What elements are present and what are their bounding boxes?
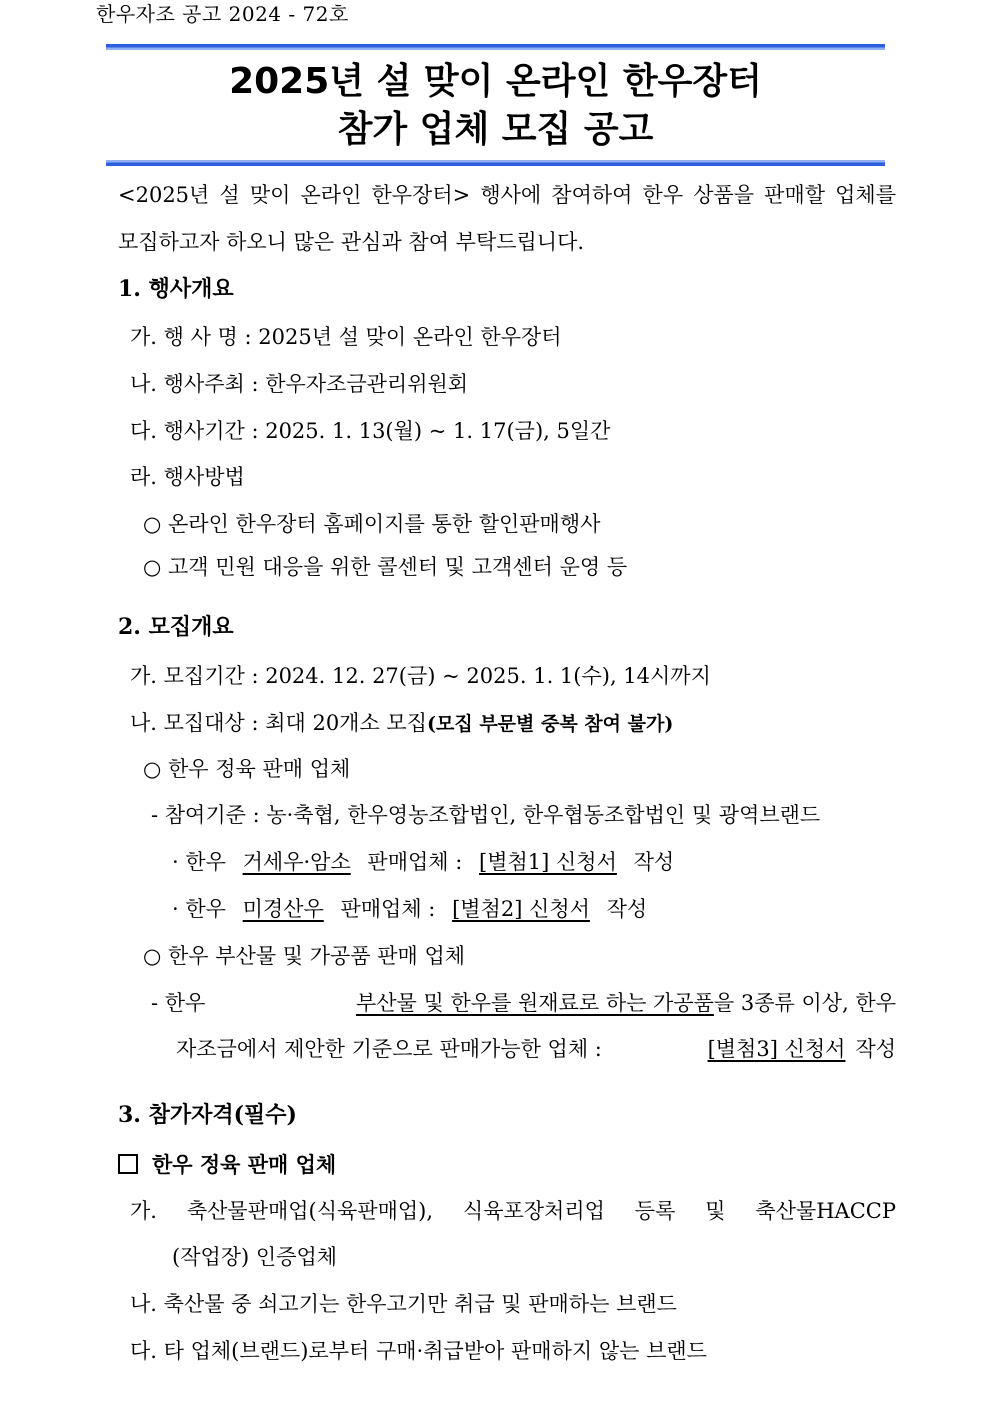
section1-item-na: 나. 행사주최 : 한우자조금관리위원회	[130, 372, 469, 396]
attachment-1-link: [별첨1] 신청서	[479, 850, 617, 874]
section1-heading: 1. 행사개요	[118, 276, 234, 302]
proc-line2-suffix: 작성	[855, 1037, 896, 1061]
section3-item-na: 나. 축산물 중 쇠고기는 한우고기만 취급 및 판매하는 브랜드	[130, 1292, 677, 1316]
item2-type: 미경산우	[242, 897, 324, 921]
item2-suffix: 작성	[606, 897, 648, 921]
section1-item-da: 다. 행사기간 : 2025. 1. 13(월) ~ 1. 17(금), 5일간	[130, 419, 611, 443]
section2-heading: 2. 모집개요	[118, 614, 234, 640]
section3-item-da: 다. 타 업체(브랜드)로부터 구매·취급받아 판매하지 않는 브랜드	[130, 1339, 707, 1363]
recruit-target-text: 나. 모집대상 : 최대 20개소 모집	[130, 711, 427, 735]
checkbox-square-icon	[118, 1154, 138, 1174]
attachment-2-link: [별첨2] 신청서	[452, 897, 590, 921]
page-title	[106, 58, 885, 154]
section2-item-ga: 가. 모집기간 : 2024. 12. 27(금) ~ 2025. 1. 1(수), 14시까지	[130, 664, 711, 688]
section2-sub-byproducts: ○ 한우 부산물 및 가공품 판매 업체	[143, 944, 466, 968]
section2-item-na	[130, 708, 673, 739]
item1-mid: 판매업체 :	[367, 850, 463, 874]
section3-box-label: 한우 정육 판매 업체	[152, 1152, 337, 1177]
section1-item-ra: 라. 행사방법	[130, 465, 245, 489]
section2-criteria-item-2	[172, 894, 647, 924]
proc-prefix: - 한우	[151, 991, 206, 1015]
section2-byproducts-line-2	[176, 1034, 896, 1064]
title-line-2: 참가 업체 모집 공고	[337, 109, 654, 150]
item2-mid: 판매업체 :	[340, 897, 436, 921]
item1-type: 거세우·암소	[242, 850, 351, 874]
title-line-1: 2025년 설 맞이 온라인 한우장터	[229, 61, 762, 102]
section1-bullet-2: ○ 고객 민원 대응을 위한 콜센터 및 고객센터 운영 등	[143, 555, 628, 579]
item1-suffix: 작성	[633, 850, 675, 874]
proc-underlined: 부산물 및 한우를 원재료로 하는 가공품	[355, 991, 714, 1015]
section2-sub-meat: ○ 한우 정육 판매 업체	[143, 757, 351, 781]
proc-line2-prefix: 자조금에서 제안한 기준으로 판매가능한 업체 :	[176, 1037, 602, 1061]
section3-box-item	[118, 1150, 336, 1180]
section2-criteria: - 참여기준 : 농·축협, 한우영농조합법인, 한우협동조합법인 및 광역브랜드	[151, 803, 821, 827]
attachment-3-link: [별첨3] 신청서	[707, 1037, 846, 1061]
section3-item-ga-line-2: (작업장) 인증업체	[172, 1245, 338, 1269]
section1-bullet-1: ○ 온라인 한우장터 홈페이지를 통한 할인판매행사	[143, 512, 601, 536]
section2-criteria-item-1	[172, 847, 674, 877]
title-top-rule	[106, 44, 885, 50]
section2-byproducts-line-1	[151, 988, 896, 1018]
proc-suffix: 을 3종류 이상, 한우	[713, 991, 896, 1015]
section3-heading: 3. 참가자격(필수)	[118, 1102, 297, 1128]
section3-item-ga-line-1: 가. 축산물판매업(식육판매업), 식육포장처리업 등록 및 축산물HACCP	[130, 1199, 896, 1223]
document-number: 한우자조 공고 2024 - 72호	[96, 2, 349, 26]
section1-item-ga: 가. 행 사 명 : 2025년 설 맞이 온라인 한우장터	[130, 325, 562, 349]
recruit-target-note: (모집 부문별 중복 참여 불가)	[427, 713, 674, 735]
item1-prefix: · 한우	[172, 850, 226, 874]
item2-prefix: · 한우	[172, 897, 226, 921]
title-bottom-rule	[106, 160, 885, 166]
intro-line-1: <2025년 설 맞이 온라인 한우장터> 행사에 참여하여 한우 상품을 판매할 업체를	[118, 183, 896, 207]
intro-line-2: 모집하고자 하오니 많은 관심과 참여 부탁드립니다.	[118, 230, 585, 254]
